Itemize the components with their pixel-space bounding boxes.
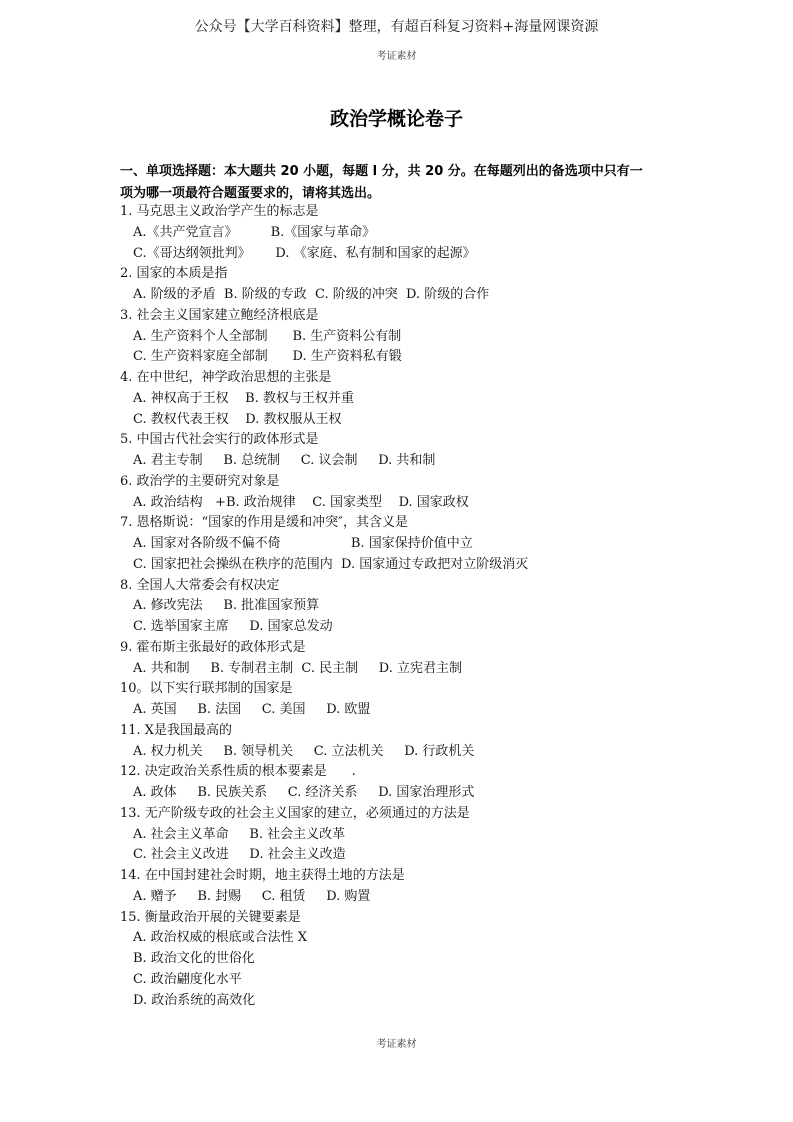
section-heading-line-2: 项为哪一项最符合题蛋要求的，请将其选出。 <box>120 186 381 201</box>
question-item <box>120 762 720 804</box>
question-item <box>120 202 720 264</box>
question-item <box>120 368 720 430</box>
question-options: A. 权力机关 B. 领导机关 C. 立法机关 D. 行政机关 <box>133 743 475 759</box>
question-stem: 9. 霍布斯主张最好的政体形式是 <box>120 639 306 655</box>
question-stem: 2. 国家的本质是指 <box>120 266 228 282</box>
question-item <box>120 679 720 721</box>
question-options: A. 修改宪法 B. 批准国家预算 <box>133 598 320 614</box>
question-item <box>120 804 720 866</box>
question-options: A. 赠予 B. 封赐 C. 租赁 D. 购置 <box>133 888 371 904</box>
question-options: A. 政体 B. 民族关系 C. 经济关系 D. 国家治理形式 <box>133 785 475 800</box>
question-options: C. 生产资料家庭全部制 D. 生产资料私有锻 <box>133 349 402 365</box>
question-options: C. 教权代表王权 D. 教权服从王权 <box>133 411 342 427</box>
question-stem: 7. 恩格斯说：“国家的作用是缓和冲突″，其含义是 <box>120 515 409 531</box>
question-stem: 4. 在中世纪，神学政治思想的主张是 <box>120 370 332 385</box>
question-options: C. 选举国家主席 D. 国家总发动 <box>133 619 333 634</box>
question-options: A. 神权高于王权 B. 教权与王权并重 <box>133 390 355 406</box>
question-options: A.《共产党宣言》 B.《国家与革命》 <box>133 224 376 240</box>
question-item <box>120 576 720 638</box>
question-stem: 11. X是我国最高的 <box>120 722 233 738</box>
question-options: A. 英国 B. 法国 C. 美国 D. 欧盟 <box>133 702 371 717</box>
question-options: C. 国家把社会操纵在秩序的范围内 D. 国家通过专政把对立阶级消灭 <box>133 556 529 572</box>
question-options: A. 阶级的矛盾 B. 阶级的专政 C. 阶级的冲突 D. 阶级的合作 <box>133 287 490 302</box>
question-stem: 12. 决定政治关系性质的根本要素是 . <box>120 764 356 780</box>
question-stem: 10。以下实行联邦制的国家是 <box>120 681 293 697</box>
question-item <box>120 430 720 472</box>
question-options: D. 政治系统的高效化 <box>133 992 256 1008</box>
question-stem: 8. 全国人大常委会有权决定 <box>120 577 280 593</box>
question-options: A. 政治结构 +B. 政治规律 C. 国家类型 D. 国家政权 <box>133 494 469 510</box>
question-stem: 14. 在中国封建社会时期，地主获得土地的方法是 <box>120 868 405 883</box>
question-options: B. 政治文化的世俗化 <box>133 951 255 966</box>
section-heading <box>120 161 690 205</box>
question-stem: 13. 无产阶级专政的社会主义国家的建立，必须通过的方法是 <box>120 805 470 821</box>
question-item <box>120 264 720 306</box>
question-list <box>120 202 720 1011</box>
question-options: C. 社会主义改进 D. 社会主义改造 <box>133 847 346 863</box>
banner: 公众号【大学百科资料】整理，有超百科复习资料+海量网课资源 <box>194 19 599 35</box>
question-item <box>120 306 720 368</box>
question-item <box>120 721 720 763</box>
question-item <box>120 472 720 514</box>
question-options: A. 生产资料个人全部制 B. 生产资料公有制 <box>133 328 402 344</box>
question-options: A. 君主专制 B. 总统制 C. 议会制 D. 共和制 <box>133 453 436 468</box>
question-item <box>120 908 720 1012</box>
question-stem: 1. 马克思主义政治学产生的标志是 <box>120 204 319 219</box>
question-options: A. 共和制 B. 专制君主制 C. 民主制 D. 立宪君主制 <box>133 660 463 676</box>
question-item <box>120 638 720 680</box>
question-stem: 15. 衡量政治开展的关键要素是 <box>120 909 301 925</box>
question-stem: 6. 政治学的主要研究对象是 <box>120 473 280 489</box>
question-options: A. 政治权威的根底或合法性 X <box>133 930 308 946</box>
page-title: 政治学概论卷子 <box>329 108 463 130</box>
question-options: A. 国家对各阶级不偏不倚 B. 国家保持价值中立 <box>133 536 473 551</box>
question-stem: 3. 社会主义国家建立鲍经济根底是 <box>120 307 319 323</box>
header-mark: 考证素材 <box>376 51 417 62</box>
question-stem: 5. 中国古代社会实行的政体形式是 <box>120 432 319 448</box>
question-item <box>120 513 720 575</box>
question-options: C.《哥达纲领批判》 D. 《家庭、私有制和国家的起源》 <box>133 245 476 261</box>
question-item <box>120 866 720 908</box>
question-options: C. 政治翩度化水平 <box>133 971 242 987</box>
footer-mark: 考证素材 <box>376 1039 417 1050</box>
question-options: A. 社会主义革命 B. 社会主义改革 <box>133 826 346 842</box>
section-heading-line-1: 一、单项选择题：本大题共 20 小题，每题 l 分，共 20 分。在每题列出的备选项中只有一 <box>120 164 643 179</box>
